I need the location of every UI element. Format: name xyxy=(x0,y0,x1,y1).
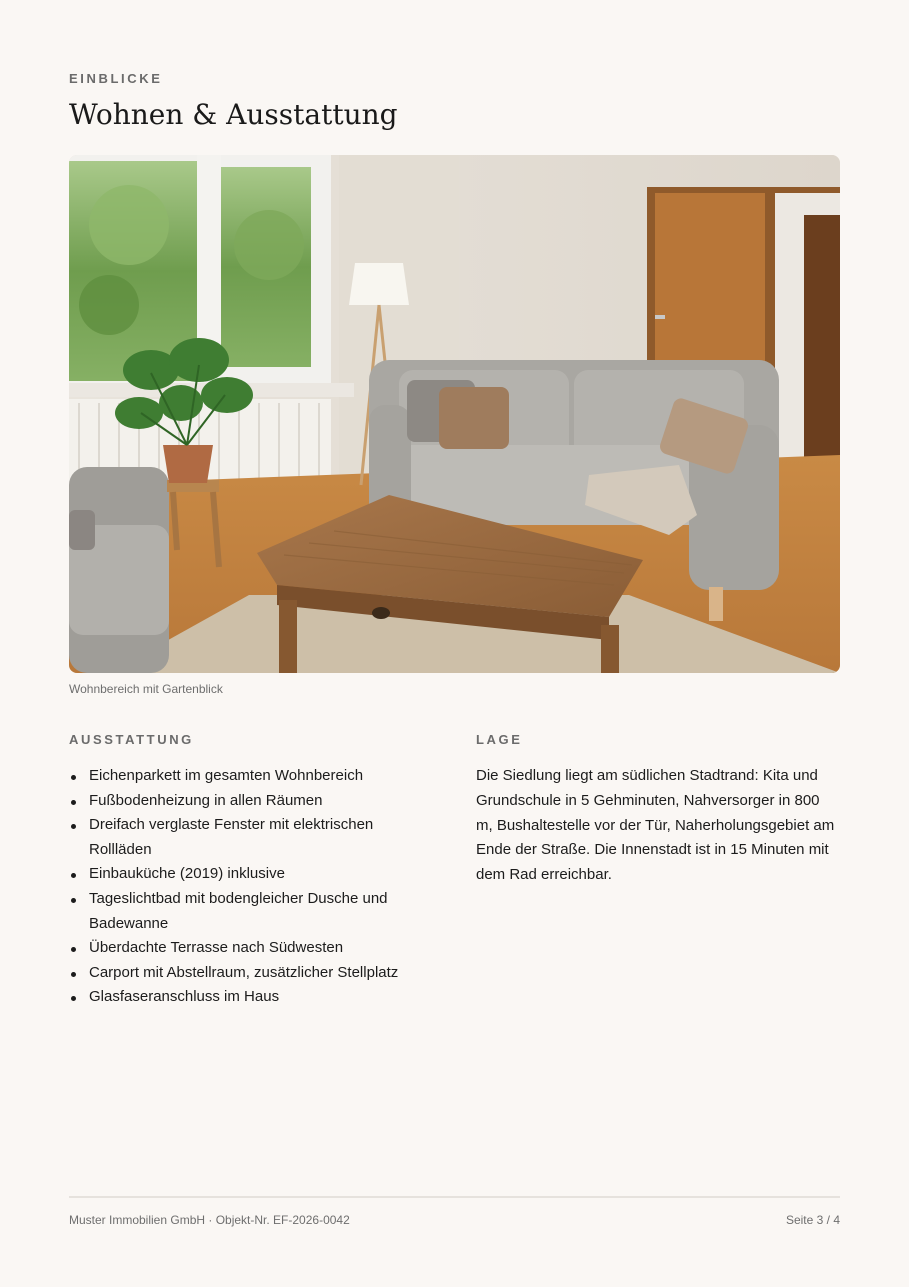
list-item: Carport mit Abstellraum, zusätzlicher Stellplatz xyxy=(69,961,429,986)
list-item: Glasfaseranschluss im Haus xyxy=(69,985,429,1010)
location-description: Die Siedlung liegt am südlichen Stadtrand: Kita und Grundschule in 5 Gehminuten, Nahversorger in 800 m, Bushaltestelle vor der Tür, Naherholungsgebiet am Ende der Straße. Die Innenstadt ist in 15 Minuten mit dem Rad erreichbar. xyxy=(476,767,835,884)
list-item: Eichenparkett im gesamten Wohnbereich xyxy=(69,764,429,789)
brochure-page xyxy=(69,0,840,1287)
features-heading: AUSSTATTUNG xyxy=(69,732,194,747)
page-title: Wohnen & Ausstattung xyxy=(69,98,398,131)
list-item: Einbauküche (2019) inklusive xyxy=(69,862,429,887)
location-section xyxy=(476,732,840,888)
living-room-photo xyxy=(69,155,840,673)
list-item: Dreifach verglaste Fenster mit elektrischen Rollläden xyxy=(69,813,429,862)
section-eyebrow: EINBLICKE xyxy=(69,71,163,86)
features-list xyxy=(69,764,429,1010)
location-heading: LAGE xyxy=(476,732,523,747)
footer-company: Muster Immobilien GmbH · Objekt-Nr. EF-2026-0042 xyxy=(69,1213,350,1227)
photo-caption: Wohnbereich mit Gartenblick xyxy=(69,682,223,696)
features-section xyxy=(69,732,429,1010)
list-item: Überdachte Terrasse nach Südwesten xyxy=(69,936,429,961)
list-item: Tageslichtbad mit bodengleicher Dusche und Badewanne xyxy=(69,887,429,936)
list-item: Fußbodenheizung in allen Räumen xyxy=(69,789,429,814)
page-number: Seite 3 / 4 xyxy=(785,1213,840,1227)
footer-divider xyxy=(69,1196,840,1198)
